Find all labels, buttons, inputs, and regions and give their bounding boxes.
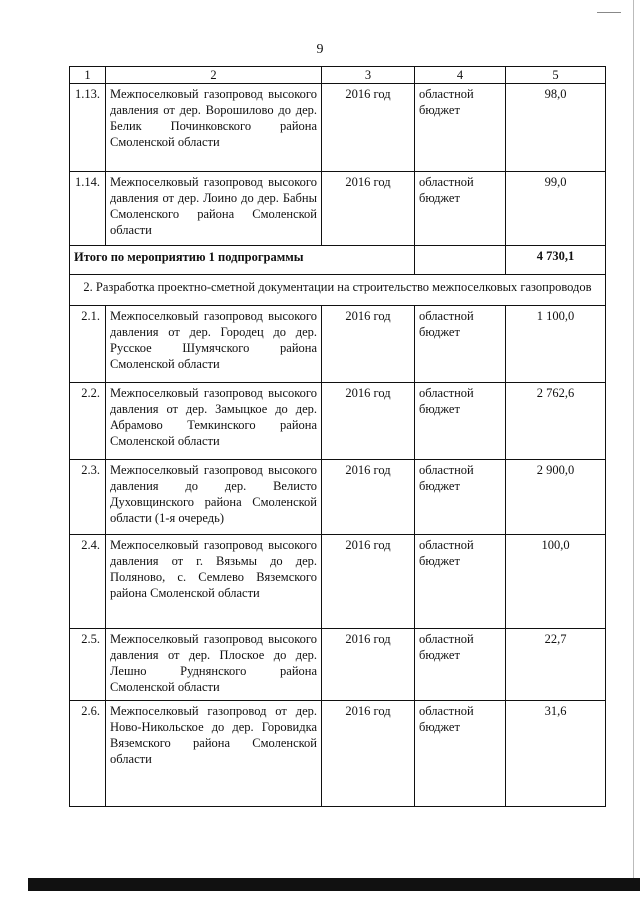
row-name: Межпоселковый газопровод высокого давления от дер. Замыцкое до дер. Абрамово Темкинского района Смоленской области: [106, 383, 322, 460]
row-number: 2.6.: [70, 701, 106, 807]
row-name: Межпоселковый газопровод высокого давления от дер. Плоское до дер. Лешно Руднянского района Смоленской области: [106, 629, 322, 701]
table-row: [70, 629, 606, 701]
total-label: Итого по мероприятию 1 подпрограммы: [70, 246, 415, 275]
row-name: Межпоселковый газопровод высокого давления от г. Вязьмы до дер. Поляново, с. Семлево Вяземского района Смоленской области: [106, 535, 322, 629]
row-source: областной бюджет: [415, 172, 506, 246]
row-name: Межпоселковый газопровод высокого давления от дер. Городец до дер. Русское Шумячского района Смоленской области: [106, 306, 322, 383]
row-amount: 2 900,0: [506, 460, 606, 535]
row-year: 2016 год: [322, 306, 415, 383]
row-amount: 1 100,0: [506, 306, 606, 383]
row-source: областной бюджет: [415, 701, 506, 807]
row-number: 1.14.: [70, 172, 106, 246]
table-row: [70, 460, 606, 535]
total-empty-cell: [415, 246, 506, 275]
header-cell-2: 2: [106, 67, 322, 84]
row-source: областной бюджет: [415, 460, 506, 535]
scan-bottom-bar: [28, 878, 640, 891]
row-amount: 99,0: [506, 172, 606, 246]
row-year: 2016 год: [322, 172, 415, 246]
row-name: Межпоселковый газопровод высокого давления от дер. Ворошилово до дер. Белик Починковского района Смоленской области: [106, 84, 322, 172]
table-row: [70, 701, 606, 807]
header-cell-3: 3: [322, 67, 415, 84]
row-number: 2.3.: [70, 460, 106, 535]
scan-edge: [633, 0, 634, 880]
total-row: [70, 246, 606, 275]
row-year: 2016 год: [322, 629, 415, 701]
table-row: [70, 383, 606, 460]
row-amount: 98,0: [506, 84, 606, 172]
total-amount: 4 730,1: [506, 246, 606, 275]
row-year: 2016 год: [322, 460, 415, 535]
row-source: областной бюджет: [415, 383, 506, 460]
row-name: Межпоселковый газопровод высокого давления от дер. Лоино до дер. Бабны Смоленского района Смоленской области: [106, 172, 322, 246]
row-source: областной бюджет: [415, 84, 506, 172]
row-source: областной бюджет: [415, 629, 506, 701]
table-row: [70, 84, 606, 172]
row-amount: 100,0: [506, 535, 606, 629]
row-amount: 22,7: [506, 629, 606, 701]
row-year: 2016 год: [322, 701, 415, 807]
table-row: [70, 535, 606, 629]
row-name: Межпоселковый газопровод от дер. Ново-Никольское до дер. Горовидка Вяземского района Смоленской области: [106, 701, 322, 807]
row-source: областной бюджет: [415, 306, 506, 383]
header-cell-5: 5: [506, 67, 606, 84]
page-number: 9: [316, 42, 324, 57]
header-cell-4: 4: [415, 67, 506, 84]
row-number: 1.13.: [70, 84, 106, 172]
row-year: 2016 год: [322, 535, 415, 629]
row-number: 2.1.: [70, 306, 106, 383]
row-year: 2016 год: [322, 383, 415, 460]
program-table: [69, 66, 606, 807]
row-name: Межпоселковый газопровод высокого давления до дер. Велисто Духовщинского района Смоленской области (1-я очередь): [106, 460, 322, 535]
section-row: [70, 275, 606, 306]
row-year: 2016 год: [322, 84, 415, 172]
corner-mark: [597, 12, 621, 13]
header-row: [70, 67, 606, 84]
row-amount: 31,6: [506, 701, 606, 807]
row-source: областной бюджет: [415, 535, 506, 629]
table-row: [70, 306, 606, 383]
table-row: [70, 172, 606, 246]
row-amount: 2 762,6: [506, 383, 606, 460]
row-number: 2.5.: [70, 629, 106, 701]
row-number: 2.2.: [70, 383, 106, 460]
header-cell-1: 1: [70, 67, 106, 84]
row-number: 2.4.: [70, 535, 106, 629]
section-title: 2. Разработка проектно-сметной документации на строительство межпоселковых газопроводов: [70, 275, 606, 306]
